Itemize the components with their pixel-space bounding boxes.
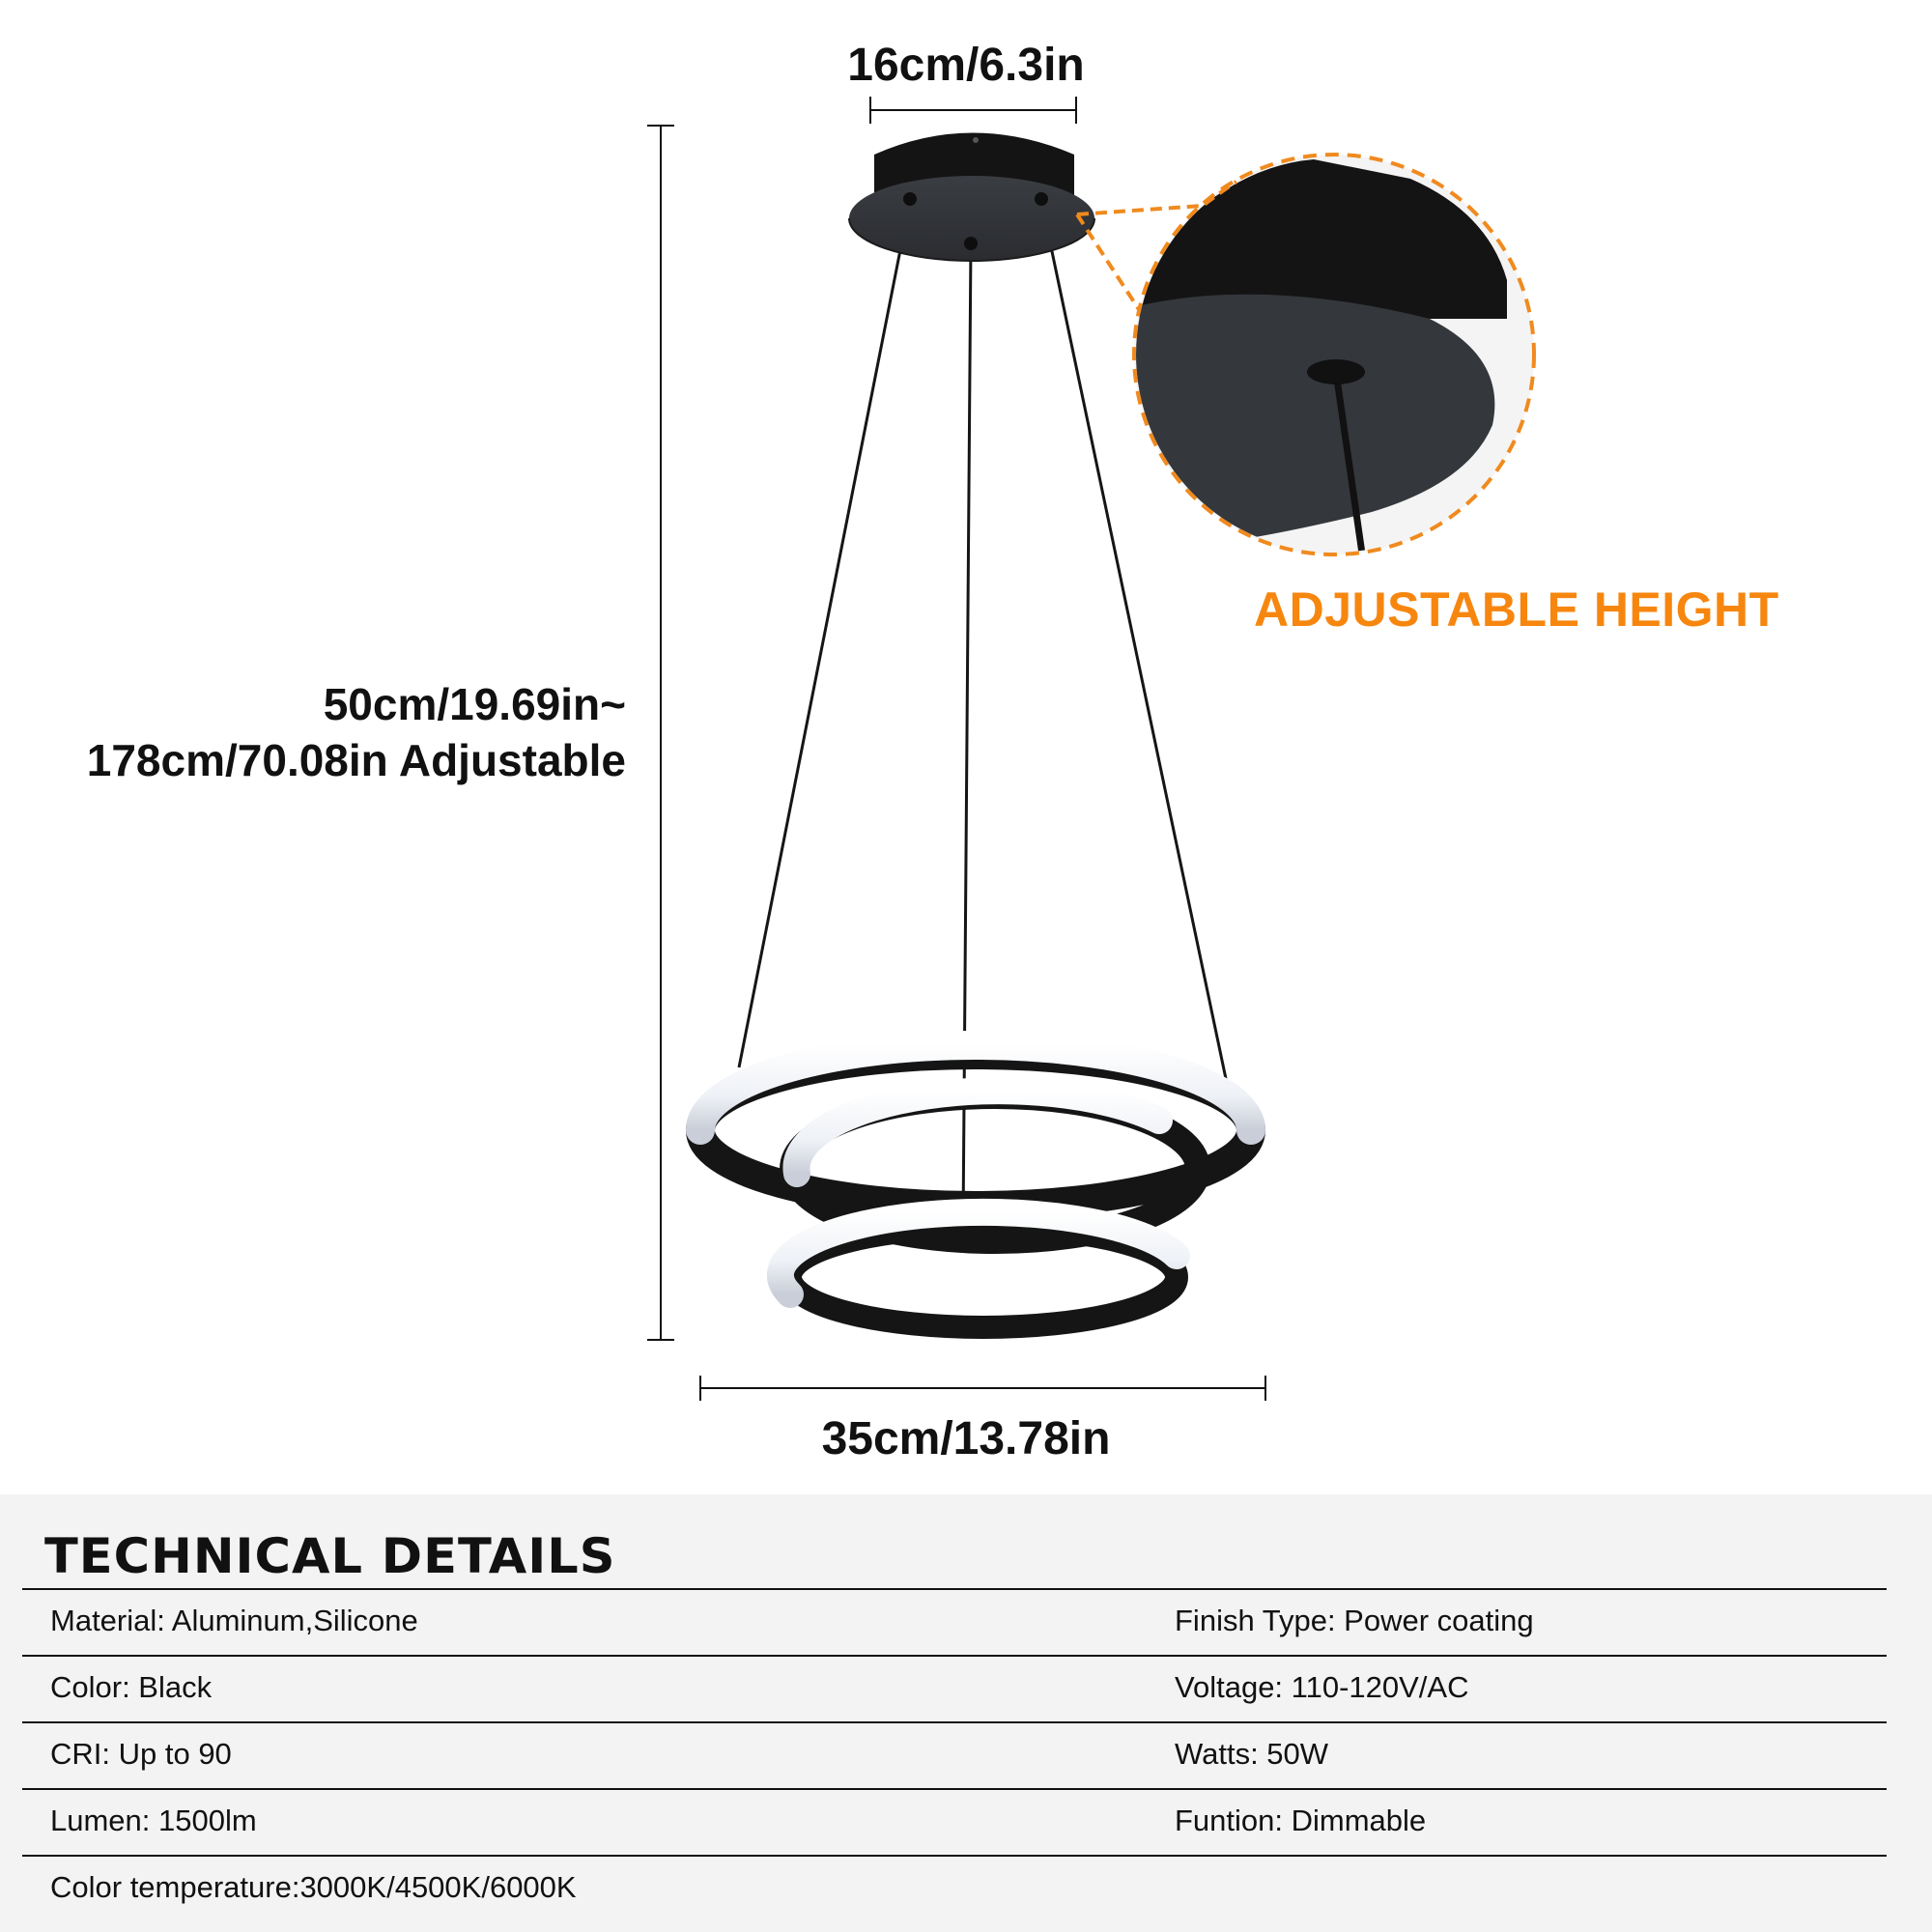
spec-row xyxy=(0,1655,1932,1721)
spec-row xyxy=(0,1855,1932,1921)
spec-lumen: Lumen: 1500lm xyxy=(50,1804,257,1837)
height-range-label xyxy=(87,676,626,788)
adjustable-height-label: ADJUSTABLE HEIGHT xyxy=(1254,582,1779,637)
spec-watts: Watts: 50W xyxy=(1175,1737,1329,1771)
spec-row xyxy=(0,1721,1932,1788)
spec-finish-type: Finish Type: Power coating xyxy=(1175,1604,1534,1637)
spec-row xyxy=(0,1588,1932,1655)
canopy-width-label: 16cm/6.3in xyxy=(847,40,1085,91)
spec-color-temperature: Color temperature:3000K/4500K/6000K xyxy=(50,1870,577,1904)
spec-voltage: Voltage: 110-120V/AC xyxy=(1175,1670,1469,1704)
technical-details-title: TECHNICAL DETAILS xyxy=(44,1528,616,1584)
canopy-width-dimension-line xyxy=(870,97,1076,124)
spec-function: Funtion: Dimmable xyxy=(1175,1804,1427,1837)
height-range-line-2: 178cm/70.08in Adjustable xyxy=(86,735,626,785)
spec-cri: CRI: Up to 90 xyxy=(50,1737,232,1771)
height-range-line-1: 50cm/19.69in~ xyxy=(323,679,626,729)
spec-material: Material: Aluminum,Silicone xyxy=(50,1604,418,1637)
technical-details-panel xyxy=(0,1494,1932,1932)
spiral-led-rings xyxy=(700,1045,1251,1327)
adjustable-height-callout xyxy=(1077,155,1534,554)
fixture-width-label: 35cm/13.78in xyxy=(821,1413,1111,1464)
height-dimension-line xyxy=(647,126,674,1340)
fixture-width-dimension-line xyxy=(700,1376,1265,1401)
spec-color: Color: Black xyxy=(50,1670,213,1704)
spec-row xyxy=(0,1788,1932,1855)
ceiling-canopy xyxy=(849,133,1094,262)
